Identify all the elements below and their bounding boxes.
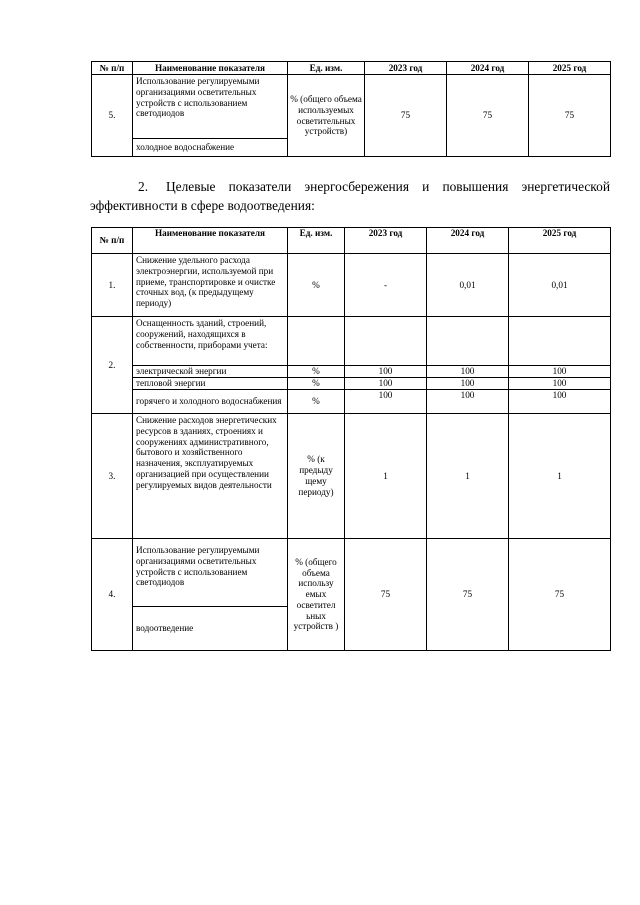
value-2024: 75: [427, 539, 509, 651]
table-row: [92, 75, 611, 139]
section-heading: [90, 177, 610, 215]
value-2025: 75: [509, 539, 611, 651]
value-2023: 100: [345, 366, 427, 378]
value-2023: [345, 317, 427, 366]
header-unit: Ед. изм.: [288, 62, 365, 75]
value-2023: 75: [365, 75, 447, 157]
unit-cell: % (к предыду щему периоду): [288, 414, 345, 539]
header-unit: Ед. изм.: [288, 228, 345, 254]
unit-cell: %: [288, 390, 345, 414]
value-2025: 75: [529, 75, 611, 157]
value-2023: 1: [345, 414, 427, 539]
table-row: [92, 254, 611, 317]
header-name: Наименование показателя: [133, 228, 288, 254]
indicator-subname: электрической энергии: [133, 366, 288, 378]
section-title: Целевые показатели энергосбережения и повышения энергетической эффективности в сфере водоотведения:: [90, 179, 610, 213]
value-2025: [509, 317, 611, 366]
row-number: 2.: [92, 317, 133, 414]
unit-cell: %: [288, 366, 345, 378]
row-number: 4.: [92, 539, 133, 651]
header-2023: 2023 год: [365, 62, 447, 75]
indicator-name: Снижение расходов энергетических ресурсов в зданиях, строениях и сооружениях административного, бытового и хозяйственного назначения, эксплуатируемых организацией при осуществлении регулируемых видов деятельности: [133, 414, 288, 539]
value-2024: 100: [427, 366, 509, 378]
table-2: [91, 227, 611, 651]
header-2024: 2024 год: [427, 228, 509, 254]
header-2023: 2023 год: [345, 228, 427, 254]
indicator-subname: холодное водоснабжение: [133, 139, 288, 157]
row-number: 1.: [92, 254, 133, 317]
indicator-name: Оснащенность зданий, строений, сооружений, находящихся в собственности, приборами учета:: [133, 317, 288, 366]
header-2025: 2025 год: [529, 62, 611, 75]
table-1: [91, 61, 611, 157]
value-2023: 75: [345, 539, 427, 651]
value-2025: 100: [509, 378, 611, 390]
value-2025: 1: [509, 414, 611, 539]
value-2023: 100: [345, 390, 427, 414]
table-2-header-row: [92, 228, 611, 254]
table-subrow: [92, 366, 611, 378]
value-2023: -: [345, 254, 427, 317]
table-subrow: [92, 390, 611, 414]
header-name: Наименование показателя: [133, 62, 288, 75]
value-2025: 100: [509, 366, 611, 378]
unit-cell: % (общего объема используемых осветительных устройств): [288, 75, 365, 157]
indicator-subname: тепловой энергии: [133, 378, 288, 390]
section-number: 2.: [138, 179, 149, 194]
header-no: № п/п: [92, 228, 133, 254]
indicator-name: Снижение удельного расхода электроэнергии, используемой при приеме, транспортировке и очистке сточных вод, (к предыдущему периоду): [133, 254, 288, 317]
row-number: 3.: [92, 414, 133, 539]
indicator-subname: горячего и холодного водоснабжения: [133, 390, 288, 414]
header-2025: 2025 год: [509, 228, 611, 254]
table-row: [92, 539, 611, 607]
value-2025: 100: [509, 390, 611, 414]
indicator-subname: водоотведение: [133, 607, 288, 651]
unit-cell: %: [288, 254, 345, 317]
table-row: [92, 414, 611, 539]
table-1-header-row: [92, 62, 611, 75]
indicator-name: Использование регулируемыми организациями осветительных устройств с использованием светодиодов: [133, 539, 288, 607]
row-number: 5.: [92, 75, 133, 157]
value-2025: 0,01: [509, 254, 611, 317]
unit-cell: [288, 317, 345, 366]
value-2024: 1: [427, 414, 509, 539]
value-2024: 100: [427, 378, 509, 390]
table-row: [92, 317, 611, 366]
table-subrow: [92, 378, 611, 390]
value-2023: 100: [345, 378, 427, 390]
unit-cell: % (общего объема использу емых осветител ьных устройств ): [288, 539, 345, 651]
value-2024: [427, 317, 509, 366]
header-no: № п/п: [92, 62, 133, 75]
header-2024: 2024 год: [447, 62, 529, 75]
indicator-name: Использование регулируемыми организациями осветительных устройств с использованием светодиодов: [133, 75, 288, 139]
value-2024: 0,01: [427, 254, 509, 317]
value-2024: 75: [447, 75, 529, 157]
unit-cell: %: [288, 378, 345, 390]
value-2024: 100: [427, 390, 509, 414]
